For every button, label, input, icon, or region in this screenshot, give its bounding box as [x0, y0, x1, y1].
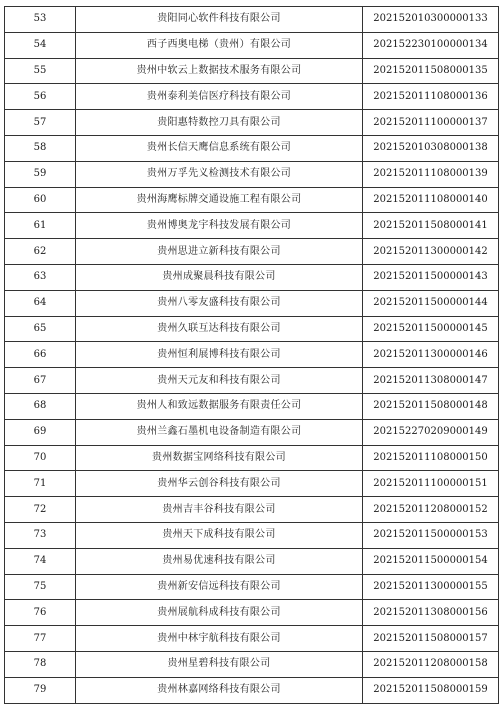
company-name-cell: 贵阳同心软件科技有限公司: [76, 7, 363, 33]
row-number-cell: 59: [5, 161, 76, 187]
row-number-cell: 55: [5, 58, 76, 84]
table-row: [5, 213, 499, 239]
registration-code-cell: 202152011300000146: [363, 342, 499, 368]
row-number-cell: 79: [5, 677, 76, 703]
company-name-cell: 贵州久联互达科技有限公司: [76, 316, 363, 342]
row-number-cell: 56: [5, 84, 76, 110]
company-name-cell: 贵州万孚先义检测技术有限公司: [76, 161, 363, 187]
registration-code-cell: 202152011500000144: [363, 290, 499, 316]
table-row: [5, 290, 499, 316]
company-name-cell: 贵州吉丰谷科技有限公司: [76, 497, 363, 523]
table-row: [5, 316, 499, 342]
table-row: [5, 239, 499, 265]
registration-code-cell: 202152011508000148: [363, 393, 499, 419]
row-number-cell: 64: [5, 290, 76, 316]
table-row: [5, 84, 499, 110]
company-name-cell: 贵州展航科成科技有限公司: [76, 600, 363, 626]
registration-code-cell: 202152011108000140: [363, 187, 499, 213]
table-row: [5, 497, 499, 523]
row-number-cell: 73: [5, 522, 76, 548]
table-row: [5, 419, 499, 445]
row-number-cell: 77: [5, 626, 76, 652]
company-name-cell: 贵州长信天鹰信息系统有限公司: [76, 135, 363, 161]
row-number-cell: 54: [5, 32, 76, 58]
company-name-cell: 贵州八零友盛科技有限公司: [76, 290, 363, 316]
row-number-cell: 60: [5, 187, 76, 213]
registration-code-cell: 202152011508000141: [363, 213, 499, 239]
table-row: [5, 522, 499, 548]
company-table: [4, 6, 499, 704]
registration-code-cell: 202152011308000147: [363, 368, 499, 394]
company-name-cell: 贵州成聚晨科技有限公司: [76, 264, 363, 290]
registration-code-cell: 202152011100000151: [363, 471, 499, 497]
row-number-cell: 65: [5, 316, 76, 342]
row-number-cell: 68: [5, 393, 76, 419]
row-number-cell: 74: [5, 548, 76, 574]
registration-code-cell: 202152230100000134: [363, 32, 499, 58]
registration-code-cell: 202152011308000156: [363, 600, 499, 626]
row-number-cell: 78: [5, 651, 76, 677]
registration-code-cell: 202152011108000150: [363, 445, 499, 471]
company-name-cell: 贵州数据宝网络科技有限公司: [76, 445, 363, 471]
table-row: [5, 110, 499, 136]
registration-code-cell: 202152011208000158: [363, 651, 499, 677]
table-row: [5, 32, 499, 58]
table-row: [5, 677, 499, 703]
registration-code-cell: 202152010308000138: [363, 135, 499, 161]
table-body: [5, 7, 499, 704]
row-number-cell: 66: [5, 342, 76, 368]
company-name-cell: 贵州中软云上数据技术服务有限公司: [76, 58, 363, 84]
company-name-cell: 贵州华云创谷科技有限公司: [76, 471, 363, 497]
table-row: [5, 368, 499, 394]
table-row: [5, 445, 499, 471]
company-table-container: [4, 6, 498, 704]
row-number-cell: 53: [5, 7, 76, 33]
table-row: [5, 548, 499, 574]
registration-code-cell: 202152011208000152: [363, 497, 499, 523]
row-number-cell: 67: [5, 368, 76, 394]
company-name-cell: 西子西奥电梯（贵州）有限公司: [76, 32, 363, 58]
company-name-cell: 贵州泰利美信医疗科技有限公司: [76, 84, 363, 110]
company-name-cell: 贵州易优速科技有限公司: [76, 548, 363, 574]
row-number-cell: 63: [5, 264, 76, 290]
table-row: [5, 58, 499, 84]
table-row: [5, 600, 499, 626]
company-name-cell: 贵州林嘉网络科技有限公司: [76, 677, 363, 703]
registration-code-cell: 202152011500000153: [363, 522, 499, 548]
table-row: [5, 626, 499, 652]
registration-code-cell: 202152011500000154: [363, 548, 499, 574]
company-name-cell: 贵州思进立新科技有限公司: [76, 239, 363, 265]
row-number-cell: 62: [5, 239, 76, 265]
table-row: [5, 393, 499, 419]
registration-code-cell: 202152011508000159: [363, 677, 499, 703]
row-number-cell: 76: [5, 600, 76, 626]
registration-code-cell: 202152011108000136: [363, 84, 499, 110]
company-name-cell: 贵州星碧科技有限公司: [76, 651, 363, 677]
table-row: [5, 161, 499, 187]
row-number-cell: 58: [5, 135, 76, 161]
row-number-cell: 61: [5, 213, 76, 239]
company-name-cell: 贵州恒利展博科技有限公司: [76, 342, 363, 368]
registration-code-cell: 202152011300000155: [363, 574, 499, 600]
table-row: [5, 264, 499, 290]
company-name-cell: 贵州兰鑫石墨机电设备制造有限公司: [76, 419, 363, 445]
company-name-cell: 贵州新安信远科技有限公司: [76, 574, 363, 600]
registration-code-cell: 202152010300000133: [363, 7, 499, 33]
registration-code-cell: 202152011300000142: [363, 239, 499, 265]
registration-code-cell: 202152011508000157: [363, 626, 499, 652]
registration-code-cell: 202152011508000135: [363, 58, 499, 84]
row-number-cell: 75: [5, 574, 76, 600]
company-name-cell: 贵州海鹰标牌交通设施工程有限公司: [76, 187, 363, 213]
registration-code-cell: 202152011108000139: [363, 161, 499, 187]
company-name-cell: 贵州中林宇航科技有限公司: [76, 626, 363, 652]
table-row: [5, 7, 499, 33]
table-row: [5, 574, 499, 600]
table-row: [5, 342, 499, 368]
table-row: [5, 135, 499, 161]
company-name-cell: 贵州天下成科技有限公司: [76, 522, 363, 548]
table-row: [5, 187, 499, 213]
table-row: [5, 651, 499, 677]
company-name-cell: 贵州天元友和科技有限公司: [76, 368, 363, 394]
registration-code-cell: 202152011500000143: [363, 264, 499, 290]
registration-code-cell: 202152011500000145: [363, 316, 499, 342]
row-number-cell: 70: [5, 445, 76, 471]
company-name-cell: 贵州人和致远数据服务有限责任公司: [76, 393, 363, 419]
row-number-cell: 69: [5, 419, 76, 445]
registration-code-cell: 202152270209000149: [363, 419, 499, 445]
row-number-cell: 71: [5, 471, 76, 497]
company-name-cell: 贵州博奥龙宇科技发展有限公司: [76, 213, 363, 239]
registration-code-cell: 202152011100000137: [363, 110, 499, 136]
row-number-cell: 72: [5, 497, 76, 523]
row-number-cell: 57: [5, 110, 76, 136]
table-row: [5, 471, 499, 497]
company-name-cell: 贵阳惠特数控刀具有限公司: [76, 110, 363, 136]
